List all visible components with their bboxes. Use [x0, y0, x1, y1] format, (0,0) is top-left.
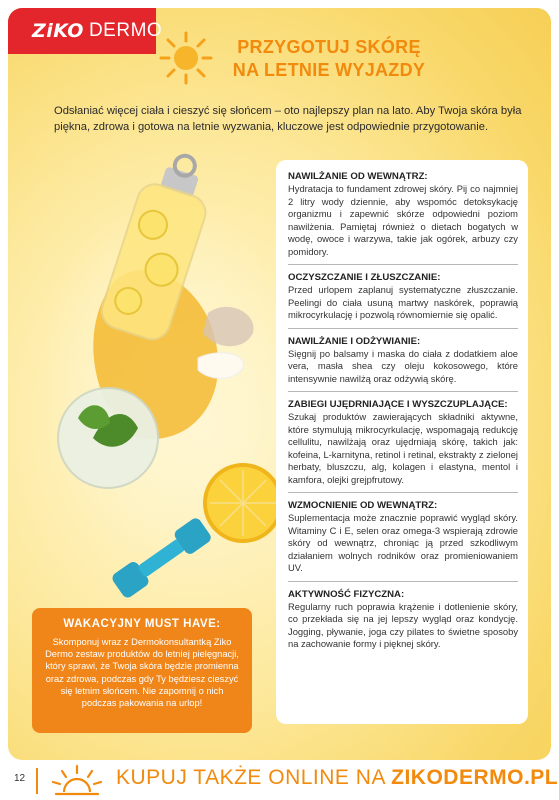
online-shop-link[interactable]: [116, 766, 558, 790]
title-line-2: NA LETNIE WYJAZDY: [232, 60, 426, 80]
tip-title: ZABIEGI UJĘDRNIAJĄCE I WYSZCZUPLAJĄCE:: [288, 399, 508, 410]
cta-prefix: KUPUJ TAKŻE ONLINE NA: [116, 766, 392, 789]
sunrise-icon: [50, 762, 104, 798]
illustration: [48, 148, 288, 618]
page-number: 12: [14, 773, 26, 784]
tip-section: [288, 391, 518, 486]
tip-title: WZMOCNIENIE OD WEWNĄTRZ:: [288, 500, 438, 511]
page-title: [214, 36, 444, 82]
must-have-title: WAKACYJNY MUST HAVE:: [63, 618, 221, 630]
tip-section: [288, 328, 518, 386]
tip-body: Przed urlopem zaplanuj systematyczne złuszczanie. Peelingi do ciała usuną martwy naskórek, poprawią mikrocyrkulację i pozwolą równomiernie się opalić.: [288, 284, 518, 320]
intro-text: Odsłaniać więcej ciała i cieszyć się słońcem – oto najlepszy plan na lato. Aby Twoja skóra była piękna, zdrowa i gotowa na letnie wyzwania, kluczowe jest odpowiednie przygotowanie.: [54, 105, 522, 133]
tip-section: [288, 581, 518, 651]
tip-body: Szukaj produktów zawierających składniki aktywne, które stymulują mikrocyrkulację, wspomagają redukcję cellulitu, nawilżają oraz ujędrniają skórę, takich jak: kofeina, L-karnityna, retinol i retinal, ekstrakty z zielonej herbaty, bluszczu, alg, kolagen i elastyna, mentol i kamfora, olejki grejpfrutowy.: [288, 411, 518, 485]
cta-site: ZIKODERMO.PL: [391, 766, 559, 789]
tip-title: NAWILŻANIE OD WEWNĄTRZ:: [288, 171, 428, 182]
tip-body: Sięgnij po balsamy i maska do ciała z dodatkiem aloe vera, masła shea czy oleju kokosowego, które intensywnie nawilżą oraz odżywią skórę.: [288, 347, 518, 384]
tip-body: Regularny ruch poprawia krążenie i dotlenienie skóry, co przekłada się na jej lepszy wygląd oraz kondycję. Jogging, pływanie, joga czy pilates to świetne sposoby na zachowanie formy i pięknej skóry.: [288, 600, 518, 649]
tip-body: Hydratacja to fundament zdrowej skóry. Pij co najmniej 2 litry wody dziennie, aby wspomóc detoksykację organizmu i zapewnić skórze odpowiedni poziom nawilżenia. Pamiętaj również o dietach bogatych w wodę, owoce i warzywa, takie jak ogórek, arbuzy czy pomidory.: [288, 183, 518, 257]
logo-dermo: DERMO: [88, 20, 163, 41]
tip-body: Suplementacja może znacznie poprawić wygląd skóry. Witaminy C i E, selen oraz omega-3 wspierają zdrowie skóry od wewnątrz, chroniąc ją przed szkodliwym działaniem wolnych rodników oraz promieniowaniem UV.: [288, 512, 518, 573]
tip-title: OCZYSZCZANIE I ZŁUSZCZANIE:: [288, 272, 441, 283]
must-have-box: [32, 608, 252, 733]
must-have-body: Skomponuj wraz z Dermokonsultantką Ziko Dermo zestaw produktów do letniej pielęgnacji, który sprawi, że Twoja skóra będzie promienna oraz zdrowa, podczas gdy Ty będziesz cieszyć się letnim słońcem. Nie zapomnij o nich podczas pakowania na urlop!: [45, 637, 239, 709]
tip-section: [288, 170, 518, 258]
page-card: [8, 8, 551, 760]
tip-section: [288, 492, 518, 575]
tip-title: AKTYWNOŚĆ FIZYCZNA:: [288, 588, 405, 600]
tip-title: NAWILŻANIE I ODŻYWIANIE:: [288, 335, 421, 347]
logo-ziko: ZiKO: [32, 20, 84, 42]
tips-box: [276, 160, 528, 724]
sun-icon: [158, 30, 214, 86]
tip-section: [288, 264, 518, 322]
footer-divider: [36, 768, 38, 794]
title-line-1: PRZYGOTUJ SKÓRĘ: [237, 37, 421, 57]
brand-logo[interactable]: [8, 8, 163, 54]
